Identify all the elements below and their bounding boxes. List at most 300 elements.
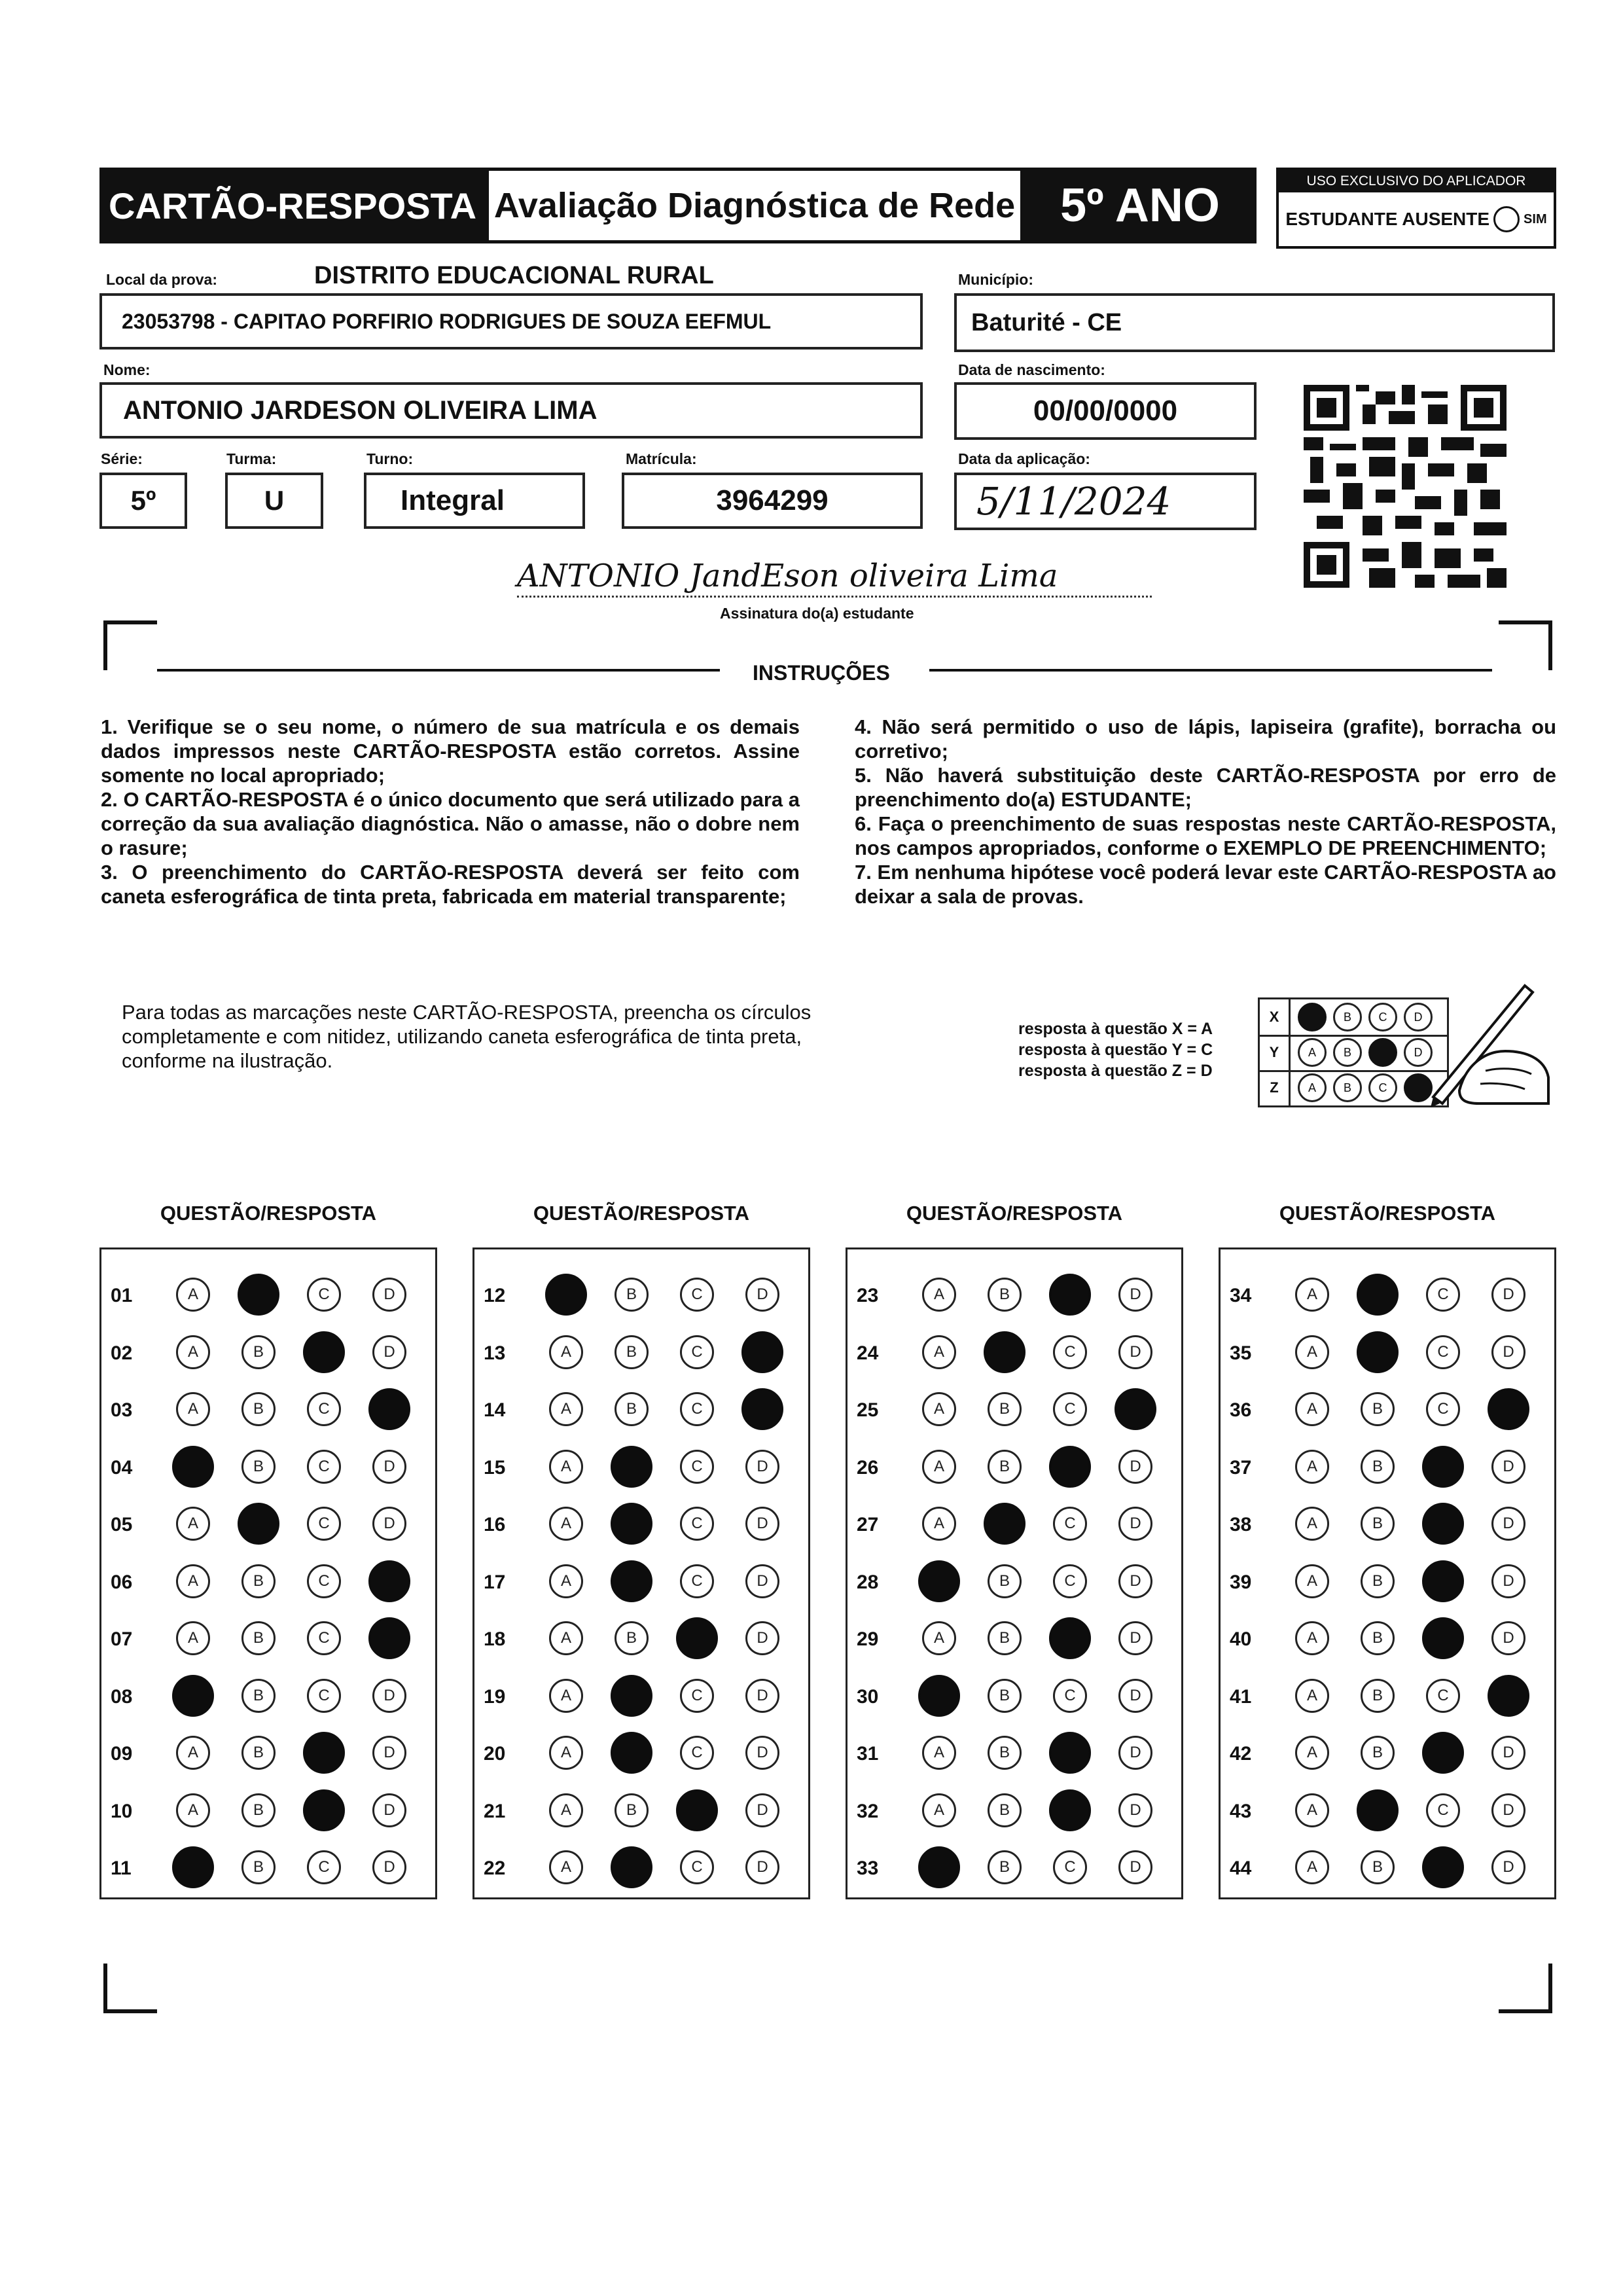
answer-bubble-c[interactable] [1422, 1446, 1464, 1488]
question-row [101, 1333, 435, 1372]
answer-bubble-b[interactable]: B [1361, 1450, 1395, 1484]
answer-bubble-a[interactable] [172, 1846, 214, 1888]
answer-bubble-b[interactable] [238, 1503, 279, 1545]
question-row [847, 1562, 1181, 1602]
question-number: 43 [1230, 1800, 1252, 1822]
answer-bubble-c[interactable]: C [1053, 1679, 1087, 1713]
answer-bubble-b[interactable]: B [988, 1621, 1022, 1655]
column-header: QUESTÃO/RESPOSTA [533, 1202, 750, 1225]
answer-bubble-d[interactable]: D [745, 1736, 779, 1770]
serie-label: Série: [101, 450, 143, 467]
answer-bubble-a[interactable]: A [922, 1392, 956, 1426]
answer-bubble-b[interactable]: B [615, 1392, 649, 1426]
corner-mark-top-right-v [1548, 620, 1552, 670]
answer-bubble-a[interactable] [918, 1675, 960, 1717]
example-bubble-c: C [1368, 1003, 1397, 1031]
question-row [847, 1734, 1181, 1773]
question-row [847, 1448, 1181, 1487]
question-row [474, 1390, 808, 1429]
answer-bubble-d[interactable]: D [1491, 1564, 1525, 1598]
answer-bubble-c[interactable]: C [1053, 1564, 1087, 1598]
answer-bubble-c[interactable]: C [1426, 1335, 1460, 1369]
answer-bubble-c[interactable] [676, 1789, 718, 1831]
answer-bubble-a[interactable]: A [1295, 1278, 1329, 1312]
answer-bubble-c[interactable] [1049, 1274, 1091, 1316]
answer-bubble-d[interactable]: D [372, 1278, 406, 1312]
answer-bubble-c[interactable] [1422, 1732, 1464, 1774]
question-number: 27 [857, 1514, 879, 1535]
question-number: 35 [1230, 1342, 1252, 1364]
answer-bubble-d[interactable]: D [372, 1679, 406, 1713]
answer-bubble-a[interactable]: A [1295, 1850, 1329, 1884]
answer-bubble-a[interactable]: A [1295, 1450, 1329, 1484]
example-row [1260, 999, 1447, 1037]
answer-bubble-a[interactable]: A [922, 1450, 956, 1484]
answer-bubble-d[interactable]: D [1118, 1564, 1152, 1598]
example-bubble-d: D [1404, 1038, 1433, 1067]
example-bubble-b: B [1333, 1073, 1362, 1102]
answer-bubble-a[interactable]: A [176, 1793, 210, 1827]
example-text: Para todas as marcações neste CARTÃO-RESPOSTA, preencha os círculos completamente e com nitidez, utilizando caneta esferográfica de tinta preta, conforme na ilustração. [122, 1001, 812, 1072]
question-row [1221, 1448, 1554, 1487]
instruction-1: 1. Verifique se o seu nome, o número de sua matrícula e os demais dados impressos neste CARTÃO-RESPOSTA estão corretos. Assine somente no local apropriado; [101, 715, 800, 787]
turno-label: Turno: [366, 450, 414, 467]
answer-bubble-c[interactable] [1049, 1446, 1091, 1488]
answer-bubble-b[interactable]: B [988, 1793, 1022, 1827]
answer-bubble-a[interactable]: A [176, 1278, 210, 1312]
answer-bubble-a[interactable]: A [549, 1679, 583, 1713]
answer-bubble-d[interactable] [741, 1388, 783, 1430]
answer-bubble-d[interactable]: D [1118, 1621, 1152, 1655]
answer-bubble-c[interactable]: C [1053, 1335, 1087, 1369]
answer-bubble-d[interactable]: D [745, 1507, 779, 1541]
question-number: 19 [484, 1685, 506, 1708]
question-row [474, 1677, 808, 1716]
answer-bubble-a[interactable]: A [1295, 1335, 1329, 1369]
answer-bubble-d[interactable]: D [745, 1450, 779, 1484]
answer-bubble-b[interactable]: B [1361, 1392, 1395, 1426]
answer-column-2 [473, 1247, 810, 1899]
answer-bubble-c[interactable]: C [680, 1736, 714, 1770]
answer-bubble-a[interactable]: A [1295, 1564, 1329, 1598]
answer-bubble-b[interactable] [611, 1503, 652, 1545]
instructions-left [101, 715, 800, 908]
answer-bubble-d[interactable]: D [1118, 1679, 1152, 1713]
question-row [1221, 1562, 1554, 1602]
question-number: 03 [111, 1399, 133, 1421]
answer-bubble-d[interactable]: D [1491, 1850, 1525, 1884]
answer-bubble-b[interactable] [1357, 1274, 1399, 1316]
corner-mark-bottom-right [1548, 1964, 1552, 2013]
question-row [1221, 1791, 1554, 1831]
aplicacao-label: Data da aplicação: [958, 450, 1090, 467]
question-row [847, 1848, 1181, 1888]
question-number: 04 [111, 1456, 133, 1479]
answer-bubble-b[interactable]: B [988, 1850, 1022, 1884]
local-label: Local da prova: [106, 271, 217, 288]
answer-bubble-d[interactable]: D [1491, 1278, 1525, 1312]
answer-bubble-a[interactable]: A [549, 1621, 583, 1655]
answer-bubble-d[interactable] [1488, 1388, 1529, 1430]
pen-hand-icon [1420, 979, 1551, 1110]
question-number: 20 [484, 1743, 506, 1765]
question-number: 26 [857, 1456, 879, 1479]
answer-bubble-c[interactable]: C [307, 1679, 341, 1713]
answer-bubble-b[interactable]: B [1361, 1850, 1395, 1884]
answer-bubble-a[interactable]: A [922, 1621, 956, 1655]
answer-bubble-d[interactable]: D [1118, 1793, 1152, 1827]
answer-bubble-a[interactable]: A [1295, 1392, 1329, 1426]
instructions-rule-right [929, 669, 1492, 672]
question-number: 23 [857, 1285, 879, 1306]
answer-bubble-c[interactable] [1422, 1503, 1464, 1545]
evaluation-title: Avaliação Diagnóstica de Rede [486, 168, 1024, 243]
answer-bubble-d[interactable]: D [1491, 1621, 1525, 1655]
answer-bubble-a[interactable]: A [1295, 1507, 1329, 1541]
answer-bubble-d[interactable]: D [745, 1564, 779, 1598]
question-row [847, 1333, 1181, 1372]
answer-bubble-c[interactable]: C [680, 1450, 714, 1484]
signature-label: Assinatura do(a) estudante [720, 605, 914, 622]
question-row [474, 1505, 808, 1544]
answer-bubble-c[interactable] [1422, 1617, 1464, 1659]
answer-bubble-b[interactable] [238, 1274, 279, 1316]
question-number: 34 [1230, 1285, 1252, 1306]
question-number: 16 [484, 1514, 506, 1535]
turma-label: Turma: [226, 450, 277, 467]
question-row [1221, 1333, 1554, 1372]
corner-mark-bottom-left-h [103, 2009, 157, 2013]
answer-bubble-c[interactable]: C [1426, 1793, 1460, 1827]
answer-bubble-c[interactable]: C [680, 1335, 714, 1369]
answer-bubble-d[interactable] [368, 1560, 410, 1602]
answer-bubble-c[interactable]: C [680, 1564, 714, 1598]
instruction-3: 3. O preenchimento do CARTÃO-RESPOSTA deverá ser feito com caneta esferográfica de tinta preta, fabricada em material transparente; [101, 861, 800, 908]
answer-bubble-d[interactable] [741, 1331, 783, 1373]
nascimento-label: Data de nascimento: [958, 361, 1105, 378]
answer-bubble-a[interactable]: A [176, 1564, 210, 1598]
answer-bubble-d[interactable]: D [372, 1736, 406, 1770]
corner-mark-top-left [103, 620, 157, 624]
answer-bubble-a[interactable]: A [176, 1621, 210, 1655]
answer-bubble-a[interactable]: A [549, 1850, 583, 1884]
aplicador-box [1276, 168, 1556, 249]
question-number: 10 [111, 1800, 133, 1822]
answer-bubble-b[interactable]: B [988, 1392, 1022, 1426]
answer-bubble-d[interactable]: D [745, 1679, 779, 1713]
instruction-7: 7. Em nenhuma hipótese você poderá levar este CARTÃO-RESPOSTA ao deixar a sala de provas. [855, 861, 1556, 908]
question-number: 02 [111, 1342, 133, 1364]
answer-bubble-d[interactable]: D [745, 1793, 779, 1827]
question-number: 18 [484, 1628, 506, 1650]
answer-bubble-d[interactable]: D [745, 1850, 779, 1884]
answer-bubble-b[interactable]: B [988, 1564, 1022, 1598]
question-row [101, 1276, 435, 1315]
answer-bubble-d[interactable]: D [372, 1850, 406, 1884]
turma-field: U [225, 473, 323, 529]
answer-bubble-b[interactable]: B [241, 1679, 276, 1713]
answer-bubble-d[interactable]: D [745, 1621, 779, 1655]
instructions-right [855, 715, 1556, 908]
instructions-rule-left [157, 669, 720, 672]
question-number: 14 [484, 1399, 506, 1421]
answer-bubble-b[interactable]: B [241, 1736, 276, 1770]
question-number: 11 [111, 1857, 132, 1879]
answer-bubble-d[interactable]: D [745, 1278, 779, 1312]
local-district: DISTRITO EDUCACIONAL RURAL [314, 262, 714, 289]
answer-bubble-c[interactable]: C [1053, 1507, 1087, 1541]
example-row-label: Z [1260, 1070, 1291, 1105]
answer-bubble-b[interactable] [611, 1446, 652, 1488]
answer-bubble-a[interactable] [918, 1846, 960, 1888]
question-number: 06 [111, 1571, 133, 1593]
answer-bubble-b[interactable]: B [1361, 1507, 1395, 1541]
answer-bubble-b[interactable]: B [1361, 1621, 1395, 1655]
answer-bubble-c[interactable] [1049, 1789, 1091, 1831]
answer-bubble-b[interactable] [1357, 1789, 1399, 1831]
answer-bubble-b[interactable]: B [241, 1621, 276, 1655]
answer-bubble-a[interactable]: A [922, 1335, 956, 1369]
answer-bubble-c[interactable]: C [307, 1564, 341, 1598]
question-number: 21 [484, 1800, 506, 1822]
municipio-field: Baturité - CE [954, 293, 1555, 352]
answer-bubble-c[interactable]: C [1426, 1392, 1460, 1426]
answer-bubble-d[interactable]: D [1118, 1335, 1152, 1369]
answer-bubble-b[interactable]: B [241, 1335, 276, 1369]
serie-field: 5º [99, 473, 187, 529]
question-number: 17 [484, 1571, 506, 1593]
answer-bubble-c[interactable] [303, 1331, 345, 1373]
answer-bubble-d[interactable]: D [1118, 1278, 1152, 1312]
qr-code [1304, 385, 1507, 588]
answer-bubble-c[interactable] [1049, 1617, 1091, 1659]
question-row [1221, 1677, 1554, 1716]
matricula-field: 3964299 [622, 473, 923, 529]
answer-bubble-b[interactable]: B [615, 1335, 649, 1369]
answer-bubble-c[interactable]: C [307, 1621, 341, 1655]
example-bubble-b: B [1333, 1003, 1362, 1031]
answer-bubble-c[interactable]: C [1426, 1278, 1460, 1312]
answer-bubble-b[interactable]: B [988, 1679, 1022, 1713]
answer-bubble-a[interactable]: A [176, 1736, 210, 1770]
answer-bubble-a[interactable]: A [549, 1392, 583, 1426]
answer-bubble-c[interactable]: C [680, 1507, 714, 1541]
question-row [847, 1619, 1181, 1659]
answer-bubble-c[interactable]: C [307, 1392, 341, 1426]
question-number: 37 [1230, 1456, 1252, 1479]
answer-bubble-c[interactable] [676, 1617, 718, 1659]
example-legend-y: resposta à questão Y = C [1018, 1041, 1213, 1059]
answer-bubble-b[interactable]: B [988, 1736, 1022, 1770]
answer-bubble-b[interactable]: B [988, 1278, 1022, 1312]
corner-mark-top-right [1499, 620, 1552, 624]
answer-bubble-a[interactable]: A [549, 1507, 583, 1541]
answer-bubble-a[interactable]: A [176, 1507, 210, 1541]
answer-bubble-d[interactable]: D [372, 1793, 406, 1827]
answer-bubble-b[interactable]: B [1361, 1564, 1395, 1598]
answer-bubble-c[interactable]: C [680, 1850, 714, 1884]
answer-bubble-d[interactable]: D [372, 1335, 406, 1369]
answer-bubble-a[interactable] [172, 1675, 214, 1717]
answer-bubble-c[interactable]: C [1053, 1850, 1087, 1884]
answer-bubble-a[interactable]: A [549, 1335, 583, 1369]
answer-bubble-a[interactable]: A [1295, 1793, 1329, 1827]
question-number: 08 [111, 1685, 133, 1708]
question-row [1221, 1505, 1554, 1544]
answer-bubble-b[interactable]: B [241, 1564, 276, 1598]
question-number: 31 [857, 1743, 879, 1765]
answer-bubble-d[interactable] [368, 1388, 410, 1430]
nascimento-field: 00/00/0000 [954, 382, 1257, 440]
example-row [1260, 1035, 1447, 1072]
answer-bubble-b[interactable]: B [615, 1621, 649, 1655]
answer-bubble-d[interactable]: D [1491, 1736, 1525, 1770]
answer-bubble-c[interactable]: C [307, 1850, 341, 1884]
answer-bubble-b[interactable]: B [241, 1392, 276, 1426]
question-row [1221, 1619, 1554, 1659]
question-number: 40 [1230, 1628, 1252, 1650]
answer-bubble-a[interactable] [172, 1446, 214, 1488]
column-header: QUESTÃO/RESPOSTA [160, 1202, 377, 1225]
corner-mark-top-left-v [103, 620, 107, 670]
answer-bubble-b[interactable] [611, 1675, 652, 1717]
answer-column-4 [1219, 1247, 1556, 1899]
answer-bubble-a[interactable] [918, 1560, 960, 1602]
column-header: QUESTÃO/RESPOSTA [906, 1202, 1123, 1225]
answer-bubble-d[interactable] [368, 1617, 410, 1659]
question-number: 24 [857, 1342, 879, 1364]
example-legend-x: resposta à questão X = A [1018, 1020, 1213, 1038]
question-row [101, 1562, 435, 1602]
answer-bubble-c[interactable]: C [680, 1278, 714, 1312]
instructions-title: INSTRUÇÕES [753, 661, 890, 685]
answer-bubble-a[interactable]: A [922, 1507, 956, 1541]
answer-bubble-a[interactable]: A [176, 1392, 210, 1426]
answer-bubble-c[interactable]: C [680, 1679, 714, 1713]
example-row [1260, 1070, 1447, 1105]
answer-bubble-b[interactable] [611, 1732, 652, 1774]
example-bubble-c [1368, 1038, 1397, 1067]
answer-bubble-b[interactable]: B [241, 1793, 276, 1827]
example-bubble-d: D [1404, 1003, 1433, 1031]
question-number: 25 [857, 1399, 879, 1421]
question-row [847, 1677, 1181, 1716]
answer-bubble-b[interactable] [1357, 1331, 1399, 1373]
answer-bubble-c[interactable]: C [307, 1507, 341, 1541]
question-row [847, 1390, 1181, 1429]
answer-bubble-b[interactable] [984, 1503, 1026, 1545]
answer-bubble-b[interactable]: B [1361, 1679, 1395, 1713]
question-row [847, 1505, 1181, 1544]
answer-bubble-c[interactable] [1049, 1732, 1091, 1774]
example-row-label: X [1260, 999, 1291, 1035]
answer-bubble-a[interactable]: A [1295, 1621, 1329, 1655]
grade-label: 5º ANO [1024, 168, 1257, 243]
answer-bubble-a[interactable] [545, 1274, 587, 1316]
answer-bubble-b[interactable]: B [1361, 1736, 1395, 1770]
answer-bubble-a[interactable]: A [1295, 1679, 1329, 1713]
answer-bubble-a[interactable]: A [922, 1278, 956, 1312]
answer-bubble-c[interactable]: C [1053, 1392, 1087, 1426]
answer-bubble-a[interactable]: A [922, 1793, 956, 1827]
absent-label: ESTUDANTE AUSENTE [1285, 209, 1490, 229]
answer-bubble-b[interactable] [611, 1560, 652, 1602]
answer-bubble-b[interactable]: B [241, 1850, 276, 1884]
answer-bubble-d[interactable]: D [1118, 1736, 1152, 1770]
answer-bubble-c[interactable] [303, 1789, 345, 1831]
answer-bubble-c[interactable] [1422, 1846, 1464, 1888]
answer-bubble-d[interactable]: D [1491, 1507, 1525, 1541]
answer-bubble-d[interactable] [1115, 1388, 1156, 1430]
answer-bubble-d[interactable]: D [1118, 1507, 1152, 1541]
municipio-label: Município: [958, 271, 1033, 288]
answer-bubble-a[interactable]: A [549, 1564, 583, 1598]
question-row [101, 1677, 435, 1716]
answer-bubble-a[interactable]: A [922, 1736, 956, 1770]
question-number: 29 [857, 1628, 879, 1650]
answer-bubble-d[interactable]: D [372, 1507, 406, 1541]
question-number: 41 [1230, 1685, 1252, 1708]
question-row [474, 1448, 808, 1487]
question-number: 05 [111, 1514, 133, 1535]
answer-bubble-d[interactable]: D [1118, 1450, 1152, 1484]
answer-bubble-c[interactable]: C [307, 1278, 341, 1312]
question-row [101, 1848, 435, 1888]
answer-bubble-b[interactable]: B [615, 1278, 649, 1312]
instruction-6: 6. Faça o preenchimento de suas respostas neste CARTÃO-RESPOSTA, nos campos apropriados, conforme o EXEMPLO DE PREENCHIMENTO; [855, 812, 1556, 859]
question-number: 44 [1230, 1857, 1252, 1879]
example-bubble-c: C [1368, 1073, 1397, 1102]
answer-bubble-b[interactable]: B [241, 1450, 276, 1484]
answer-bubble-d[interactable]: D [1491, 1793, 1525, 1827]
answer-bubble-b[interactable]: B [615, 1793, 649, 1827]
question-number: 09 [111, 1743, 133, 1765]
answer-bubble-a[interactable]: A [549, 1793, 583, 1827]
answer-bubble-b[interactable] [611, 1846, 652, 1888]
answer-bubble-b[interactable] [984, 1331, 1026, 1373]
question-row [474, 1562, 808, 1602]
answer-bubble-c[interactable] [1422, 1560, 1464, 1602]
answer-bubble-c[interactable]: C [680, 1392, 714, 1426]
answer-bubble-a[interactable]: A [549, 1450, 583, 1484]
nome-label: Nome: [103, 361, 151, 378]
answer-bubble-a[interactable]: A [1295, 1736, 1329, 1770]
absent-sim-label: SIM [1524, 211, 1547, 226]
example-legend-z: resposta à questão Z = D [1018, 1062, 1213, 1080]
question-row [101, 1390, 435, 1429]
answer-bubble-c[interactable]: C [307, 1450, 341, 1484]
example-bubble-a: A [1298, 1073, 1327, 1102]
answer-bubble-a[interactable]: A [176, 1335, 210, 1369]
answer-bubble-d[interactable] [1488, 1675, 1529, 1717]
answer-bubble-d[interactable]: D [1118, 1850, 1152, 1884]
signature: ANTONIO JandEson oliveira Lima [517, 558, 1152, 598]
answer-bubble-d[interactable]: D [1491, 1335, 1525, 1369]
answer-bubble-a[interactable]: A [549, 1736, 583, 1770]
question-row [101, 1448, 435, 1487]
question-row [474, 1791, 808, 1831]
answer-bubble-c[interactable]: C [1426, 1679, 1460, 1713]
example-bubble-b: B [1333, 1038, 1362, 1067]
answer-bubble-c[interactable] [303, 1732, 345, 1774]
answer-bubble-d[interactable]: D [372, 1450, 406, 1484]
aplicador-label: USO EXCLUSIVO DO APLICADOR [1279, 170, 1554, 192]
absent-checkbox[interactable] [1493, 206, 1520, 232]
question-number: 12 [484, 1285, 506, 1306]
answer-bubble-b[interactable]: B [988, 1450, 1022, 1484]
corner-mark-bottom-right-h [1499, 2009, 1552, 2013]
answer-bubble-d[interactable]: D [1491, 1450, 1525, 1484]
